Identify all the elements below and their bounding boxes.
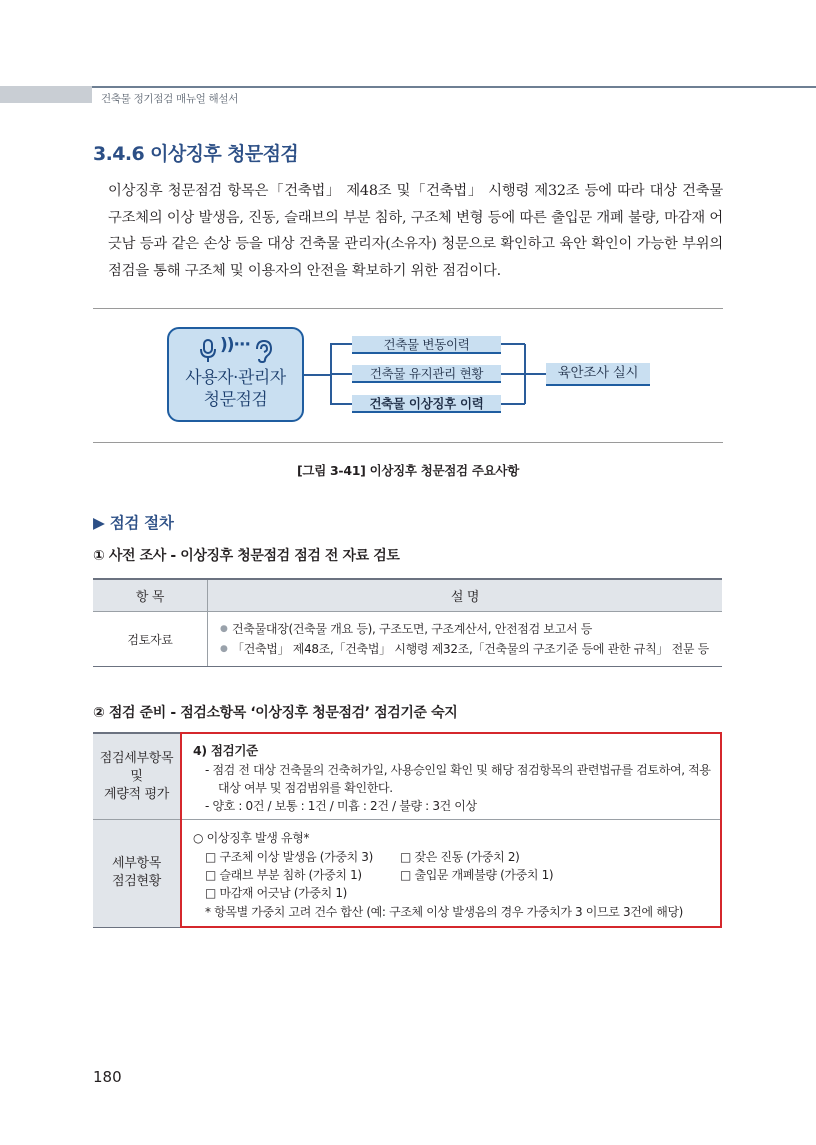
hearing-inspection-label: [167, 367, 304, 411]
pre-survey-table: [93, 578, 722, 667]
connector-line: [330, 403, 352, 405]
change-history-box: 건축물 변동이력: [352, 336, 501, 354]
checklist-item: □ 슬래브 부분 침하 (가중치 1): [205, 868, 362, 882]
maintenance-status-box: 건축물 유지관리 현황: [352, 365, 501, 383]
figure-top-rule: [93, 308, 723, 309]
microphone-icon: [198, 338, 218, 364]
criteria-label-line: 및: [130, 769, 143, 784]
connector-line: [501, 373, 525, 375]
weight-note: * 항목별 가중치 고려 건수 합산 (예: 구조체 이상 발생음의 경우 가중치가 3 이므로 3건에 해당): [205, 905, 684, 919]
header-rule: [92, 86, 816, 88]
connector-line: [501, 403, 525, 405]
section-title: 3.4.6 이상징후 청문점검: [93, 143, 299, 165]
running-title: 건축물 정기점검 매뉴얼 해설서: [101, 93, 239, 105]
table-row: [93, 612, 722, 667]
criteria-title: 4) 점검기준: [193, 743, 258, 758]
hearing-inspection-label-line2: 청문점검: [203, 390, 268, 410]
connector-line: [524, 373, 546, 375]
anomaly-types-heading: ○ 이상징후 발생 유형*: [193, 831, 310, 845]
header-band: [0, 86, 92, 103]
status-label-line: 점검현황: [111, 874, 162, 889]
procedure-heading: ▶ 점검 절차: [93, 514, 174, 532]
row-description: [208, 612, 723, 667]
row-divider: [93, 819, 180, 820]
connector-line: [330, 373, 352, 375]
criteria-label-line: 계량적 평가: [103, 787, 170, 802]
step1-heading: ① 사전 조사 - 이상징후 청문점검 점검 전 자료 검토: [93, 548, 400, 564]
checklist-item: □ 잦은 진동 (가중치 2): [400, 850, 520, 864]
visual-inspection-box: 육안조사 실시: [546, 363, 650, 386]
checklist-item: □ 출입문 개폐불량 (가중치 1): [400, 868, 554, 882]
column-header-description: 설 명: [208, 579, 723, 612]
figure-bottom-rule: [93, 442, 723, 443]
intro-paragraph: 이상징후 청문점검 항목은「건축법」 제48조 및「건축법」 시행령 제32조 등에 따라 대상 건축물 구조체의 이상 발생음, 진동, 슬래브의 부분 침하, 구조체 변형 등에 따른 출입문 개폐 불량, 마감재 어긋남 등과 같은 손상 등을 대상 건축물 관리자(소유자) 청문으로 확인하고 육안 확인이 가능한 부위의 점검을 통해 구조체 및 이용자의 안전을 확보하기 위한 점검이다.: [108, 183, 723, 279]
anomaly-history-box: 건축물 이상징후 이력: [352, 395, 501, 413]
criteria-line: - 양호 : 0건 / 보통 : 1건 / 미흡 : 2건 / 불량 : 3건 이상: [205, 799, 477, 813]
list-item: ● 「건축법」 제48조,「건축법」 시행령 제32조,「건축물의 구조기준 등에 관한 규칙」 전문 등: [220, 639, 721, 659]
sound-waves-icon: ))···: [220, 335, 250, 355]
criteria-label: [93, 750, 180, 804]
hearing-inspection-label-line1: 사용자·관리자: [185, 368, 286, 388]
column-header-item: 항 목: [93, 579, 208, 612]
list-item: ● 건축물대장(건축물 개요 등), 구조도면, 구조계산서, 안전점검 보고서 등: [220, 619, 721, 639]
ear-icon: [252, 338, 274, 364]
connector-line: [304, 374, 331, 376]
status-label: [93, 855, 180, 891]
connector-line: [330, 343, 352, 345]
step2-heading: ② 점검 준비 - 점검소항목 ‘이상징후 청문점검’ 점검기준 숙지: [93, 705, 458, 721]
criteria-line: 대상 여부 및 점검범위를 확인한다.: [218, 781, 393, 795]
criteria-line: - 점검 전 대상 건축물의 건축허가일, 사용승인일 확인 및 해당 점검항목의 관련법규를 검토하여, 적용: [205, 763, 711, 777]
connector-line: [501, 343, 525, 345]
criteria-label-line: 점검세부항목: [99, 751, 174, 766]
checklist-item: □ 구조체 이상 발생음 (가중치 3): [205, 850, 373, 864]
table-header-row: [93, 579, 722, 612]
row-item: 검토자료: [93, 612, 208, 667]
status-label-line: 세부항목: [111, 856, 162, 871]
checklist-item: □ 마감재 어긋남 (가중치 1): [205, 886, 347, 900]
figure-caption: [그림 3-41] 이상징후 청문점검 주요사항: [297, 463, 519, 478]
page-number: 180: [93, 1068, 122, 1086]
